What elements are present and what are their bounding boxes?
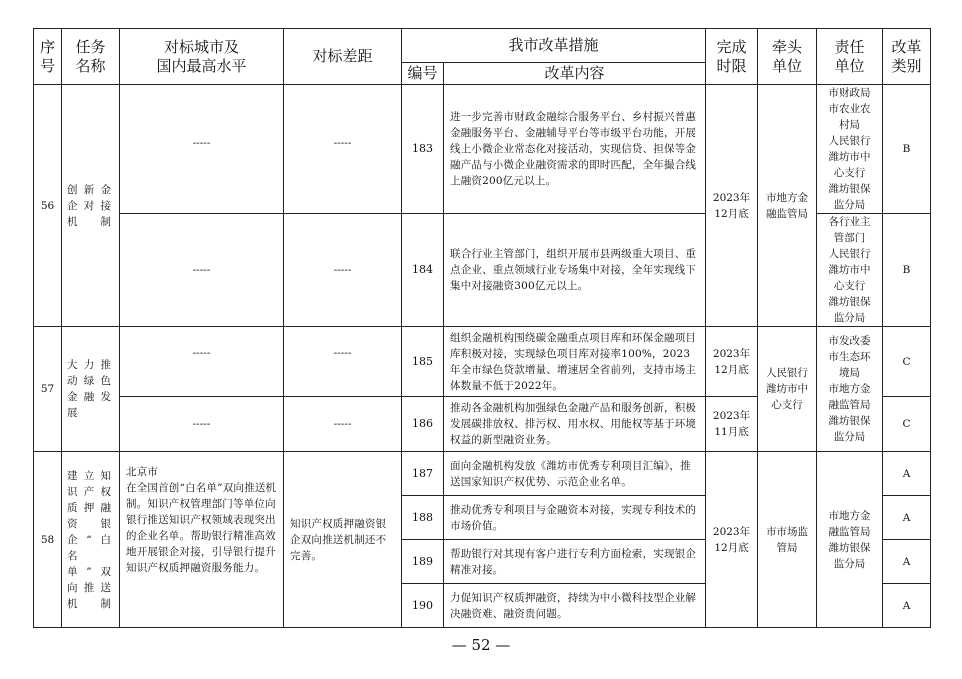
row-resp: 市发改委 市生态环 境局 市地方金 融监管局 潍坊银保 监分局 xyxy=(817,327,883,452)
table-row xyxy=(34,85,931,214)
header-task: 任务 名称 xyxy=(62,29,120,85)
row-seq: 57 xyxy=(34,327,62,452)
row-content: 帮助银行对其现有客户进行专利方面检索，实现银企精准对接。 xyxy=(444,540,706,584)
header-seq: 序 号 xyxy=(34,29,62,85)
row-lead: 市地方金 融监管局 xyxy=(758,85,817,327)
header-resp: 责任 单位 xyxy=(817,29,883,85)
page-number: — 52 — xyxy=(451,636,511,654)
row-gap: ----- xyxy=(284,327,402,397)
row-deadline: 2023年 12月底 xyxy=(706,327,758,397)
row-seq: 56 xyxy=(34,85,62,327)
header-deadline: 完成 时限 xyxy=(706,29,758,85)
row-deadline: 2023年 12月底 xyxy=(706,452,758,628)
header-content: 改革内容 xyxy=(444,63,706,85)
row-benchmark: ----- xyxy=(120,214,284,327)
row-type: B xyxy=(883,85,931,214)
row-resp: 市财政局 市农业农 村局 人民银行 潍坊市中 心支行 潍坊银保 监分局 xyxy=(817,85,883,214)
row-lead: 人民银行 潍坊市中 心支行 xyxy=(758,327,817,452)
row-gap: ----- xyxy=(284,214,402,327)
header-type: 改革 类别 xyxy=(883,29,931,85)
row-gap: 知识产权质押融资银企双向推送机制还不完善。 xyxy=(284,452,402,628)
reform-measures-table xyxy=(33,28,931,628)
row-content: 进一步完善市财政金融综合服务平台、乡村振兴普惠金融服务平台、金融辅导平台等市级平台功能，开展线上小微企业常态化对接活动，实现信贷、担保等金融产品与小微企业融资需求的即时匹配，全年撮合线上融资200亿元以上。 xyxy=(444,85,706,214)
row-content: 组织金融机构围绕碳金融重点项目库和环保金融项目库积极对接，实现绿色项目库对接率100%，2023年全市绿色贷款增量、增速居全省前列，支持市场主体数量不低于2022年。 xyxy=(444,327,706,397)
row-number: 185 xyxy=(402,327,444,397)
row-gap: ----- xyxy=(284,397,402,452)
header-number: 编号 xyxy=(402,63,444,85)
row-benchmark: ----- xyxy=(120,327,284,397)
row-content: 推动优秀专利项目与金融资本对接，实现专利技术的市场价值。 xyxy=(444,496,706,540)
header-lead: 牵头 单位 xyxy=(758,29,817,85)
table-row xyxy=(34,452,931,496)
row-number: 186 xyxy=(402,397,444,452)
row-task: 创新金企对接机制 xyxy=(62,85,120,327)
row-number: 190 xyxy=(402,584,444,628)
row-benchmark: ----- xyxy=(120,397,284,452)
row-lead: 市市场监 管局 xyxy=(758,452,817,628)
row-gap: ----- xyxy=(284,85,402,214)
row-type: A xyxy=(883,540,931,584)
table-row xyxy=(34,327,931,397)
row-seq: 58 xyxy=(34,452,62,628)
header-gap: 对标差距 xyxy=(284,29,402,85)
row-type: A xyxy=(883,584,931,628)
row-type: C xyxy=(883,327,931,397)
row-type: A xyxy=(883,496,931,540)
row-number: 183 xyxy=(402,85,444,214)
row-number: 189 xyxy=(402,540,444,584)
row-type: A xyxy=(883,452,931,496)
row-number: 184 xyxy=(402,214,444,327)
row-resp: 各行业主 管部门 人民银行 潍坊市中 心支行 潍坊银保 监分局 xyxy=(817,214,883,327)
row-deadline: 2023年 12月底 xyxy=(706,85,758,327)
row-content: 面向金融机构发放《潍坊市优秀专利项目汇编》，推送国家知识产权优势、示范企业名单。 xyxy=(444,452,706,496)
row-type: B xyxy=(883,214,931,327)
row-number: 187 xyxy=(402,452,444,496)
row-benchmark: ----- xyxy=(120,85,284,214)
row-task: 建立知识产权质押融资银企“白名单”双向推送机制 xyxy=(62,452,120,628)
row-content: 推动各金融机构加强绿色金融产品和服务创新，积极发展碳排放权、排污权、用水权、用能权等基于环境权益的新型融资业务。 xyxy=(444,397,706,452)
header-measures: 我市改革措施 xyxy=(402,29,706,63)
row-benchmark: 北京市 在全国首创“白名单”双向推送机制。知识产权管理部门等单位向银行推送知识产权领域表现突出的企业名单。帮助银行精准高效地开展银企对接，引导银行提升知识产权质押融资服务能力。 xyxy=(120,452,284,628)
row-deadline: 2023年 11月底 xyxy=(706,397,758,452)
header-benchmark: 对标城市及 国内最高水平 xyxy=(120,29,284,85)
row-resp: 市地方金 融监管局 潍坊银保 监分局 xyxy=(817,452,883,628)
row-content: 力促知识产权质押融资，持续为中小微科技型企业解决融资难、融资贵问题。 xyxy=(444,584,706,628)
row-type: C xyxy=(883,397,931,452)
row-task: 大力推动绿色金融发展 xyxy=(62,327,120,452)
row-content: 联合行业主管部门，组织开展市县两级重大项目、重点企业、重点领域行业专场集中对接，全年实现线下集中对接融资300亿元以上。 xyxy=(444,214,706,327)
row-number: 188 xyxy=(402,496,444,540)
